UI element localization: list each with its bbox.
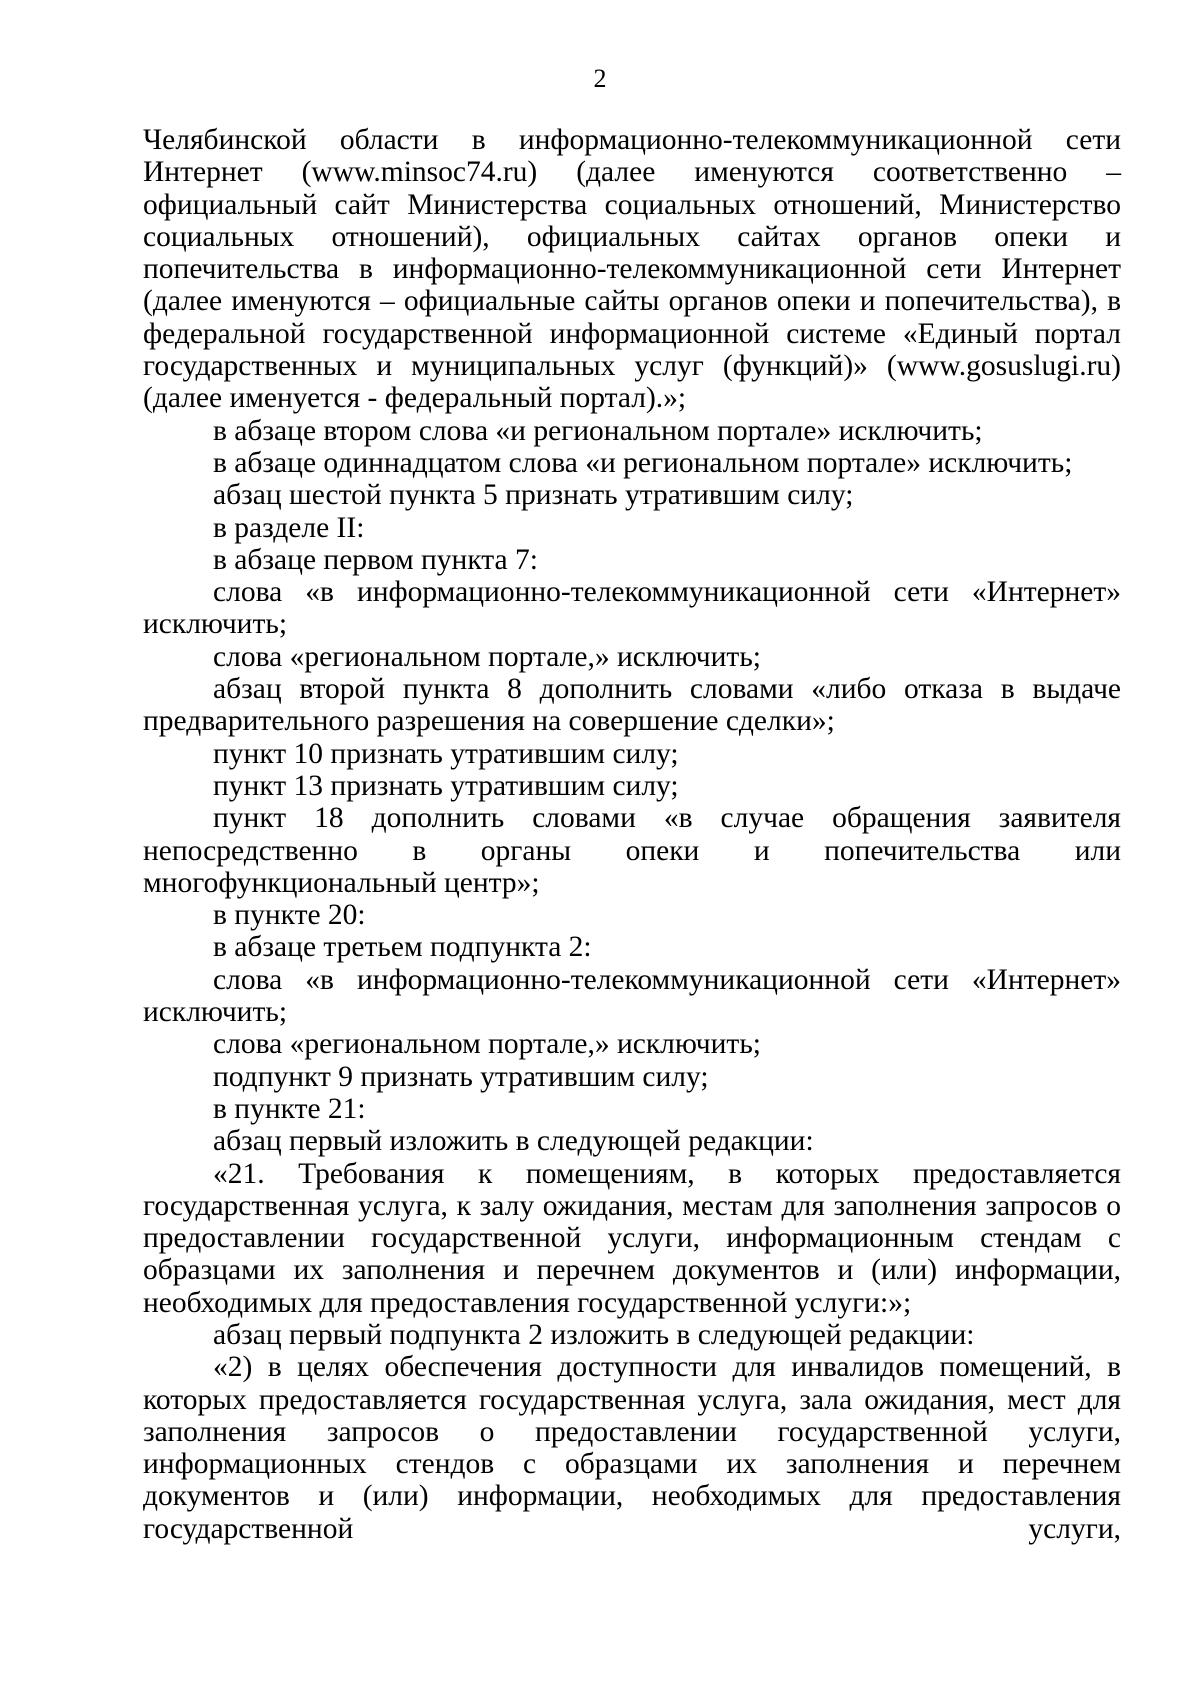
paragraph: «21. Требования к помещениям, в которых предоставляется государственная услуга, к залу ожидания, местам для заполнения запросов о предоставлении государственной услуги, информационным стендам с образцами их заполнения и перечнем документов и (или) информации, необходимых для предоставления государственной услуги:»; [143,1157,1121,1319]
page-number: 2 [593,64,607,93]
paragraph: слова «в информационно-телекоммуникационной сети «Интернет» исключить; [143,576,1121,641]
paragraph: в абзаце втором слова «и региональном портале» исключить; [213,414,983,447]
paragraph: в пункте 20: [213,899,366,932]
paragraph: в абзаце первом пункта 7: [213,543,538,576]
paragraph: абзац первый подпункта 2 изложить в следующей редакции: [213,1318,975,1351]
paragraph: абзац первый изложить в следующей редакции: [213,1125,814,1158]
document-body [143,124,1121,1545]
paragraph: в пункте 21: [213,1092,366,1125]
paragraph: пункт 13 признать утратившим силу; [213,769,679,802]
paragraph: слова «в информационно-телекоммуникационной сети «Интернет» исключить; [143,963,1121,1029]
paragraph-continues-next-page: «2) в целях обеспечения доступности для инвалидов помещений, в которых предоставляется государственная услуга, зала ожидания, мест для заполнения запросов о предоставлении государственной услуги, информационных стендов с образцами их заполнения и перечнем документов и (или) информации, необходимых для предоставления государственной услуги, [143,1351,1121,1545]
paragraph: слова «региональном портале,» исключить; [213,640,761,673]
paragraph: абзац второй пункта 8 дополнить словами «либо отказа в выдаче предварительного разрешения на совершение сделки»; [143,673,1121,738]
paragraph: в разделе II: [213,511,365,544]
paragraph: в абзаце третьем подпункта 2: [213,931,592,964]
paragraph: абзац шестой пункта 5 признать утратившим силу; [213,479,854,512]
paragraph: пункт 10 признать утратившим силу; [213,737,679,770]
paragraph: в абзаце одиннадцатом слова «и региональном портале» исключить; [213,446,1073,479]
paragraph-continuation: Челябинской области в информационно-телекоммуникационной сети Интернет (www.minsoc74.ru) (далее именуются соответственно – официальный сайт Министерства социальных отношений, Министерство социальных отношений), официальных сайтах органов опеки и попечительства в информационно-телекоммуникационной сети Интернет (далее именуются – официальные сайты органов опеки и попечительства), в федеральной государственной информационной системе «Единый портал государственных и муниципальных услуг (функций)» (www.gosuslugi.ru) (далее именуется - федеральный портал).»; [143,124,1121,415]
paragraph: слова «региональном портале,» исключить; [213,1028,761,1061]
paragraph: подпункт 9 признать утратившим силу; [213,1060,709,1093]
paragraph: пункт 18 дополнить словами «в случае обращения заявителя непосредственно в органы опеки и попечительства или многофункциональный центр»; [143,802,1121,899]
